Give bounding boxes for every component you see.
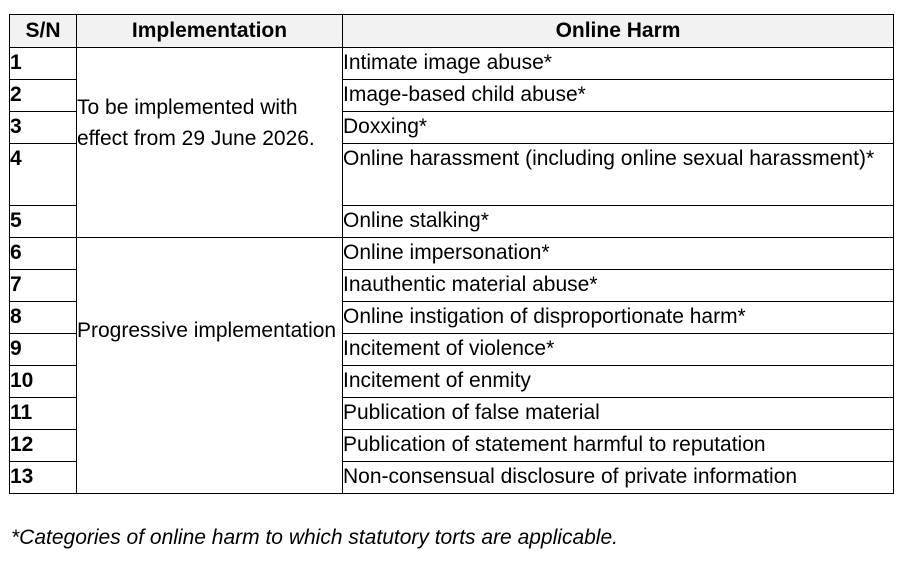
row-harm: Incitement of enmity [343,366,894,398]
row-sn: 1 [10,48,77,80]
row-sn: 8 [10,302,77,334]
implementation-cell: Progressive implementation [77,238,343,494]
row-sn: 5 [10,206,77,238]
row-harm: Online impersonation* [343,238,894,270]
row-harm: Publication of false material [343,398,894,430]
row-harm: Inauthentic material abuse* [343,270,894,302]
row-sn: 11 [10,398,77,430]
row-harm: Doxxing* [343,112,894,144]
row-harm: Online harassment (including online sexual harassment)* [343,144,894,206]
row-sn: 6 [10,238,77,270]
implementation-cell: To be implemented with effect from 29 June 2026. [77,48,343,238]
row-harm: Online stalking* [343,206,894,238]
row-sn: 3 [10,112,77,144]
row-sn: 9 [10,334,77,366]
online-harms-table [9,14,894,494]
row-harm: Image-based child abuse* [343,80,894,112]
header-sn: S/N [10,15,77,48]
row-harm: Online instigation of disproportionate harm* [343,302,894,334]
table-row [10,238,894,270]
table-row [10,48,894,80]
row-harm: Publication of statement harmful to reputation [343,430,894,462]
header-online-harm: Online Harm [343,15,894,48]
row-harm: Intimate image abuse* [343,48,894,80]
row-sn: 10 [10,366,77,398]
row-sn: 13 [10,462,77,494]
row-harm: Non-consensual disclosure of private information [343,462,894,494]
table-header-row [10,15,894,48]
row-sn: 12 [10,430,77,462]
row-sn: 2 [10,80,77,112]
footnote: *Categories of online harm to which statutory torts are applicable. [11,526,618,549]
row-harm: Incitement of violence* [343,334,894,366]
row-sn: 7 [10,270,77,302]
row-sn: 4 [10,144,77,206]
header-implementation: Implementation [77,15,343,48]
